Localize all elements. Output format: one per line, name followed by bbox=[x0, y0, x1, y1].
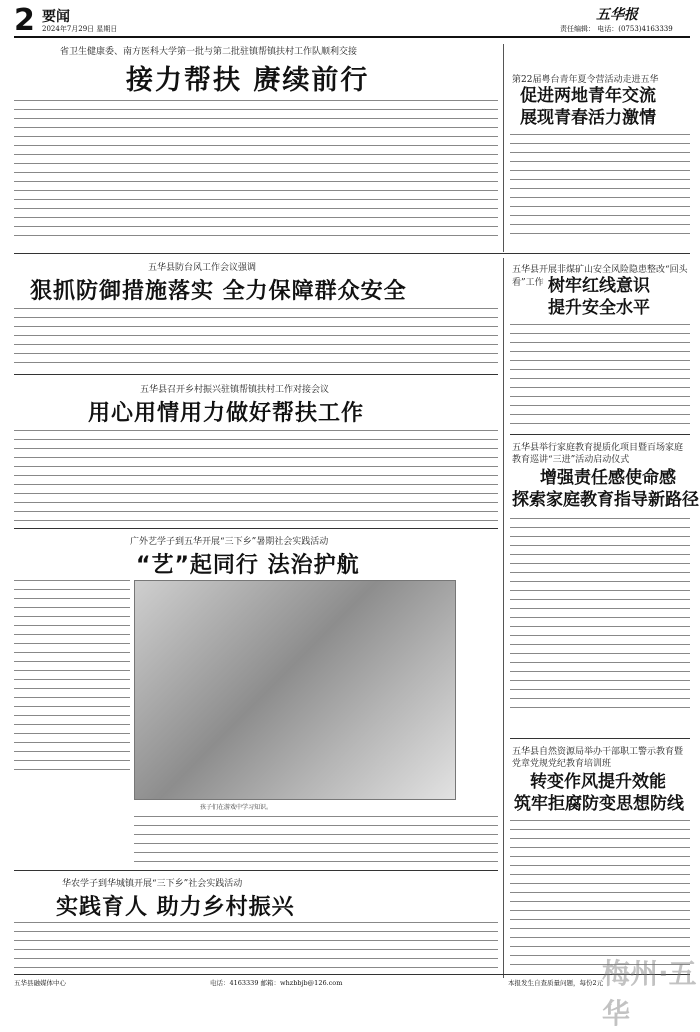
story6-title-1: 增强责任感使命感 bbox=[540, 468, 676, 488]
lead-kicker: 省卫生健康委、南方医科大学第一批与第二批驻镇帮镇扶村工作队顺利交接 bbox=[60, 47, 358, 57]
photo-caption: 孩子们在游戏中学习知识。 bbox=[200, 804, 273, 811]
story9-title: 实践育人 助力乡村振兴 bbox=[56, 895, 295, 920]
story3-body bbox=[14, 306, 498, 370]
lead-title: 接力帮扶 赓续前行 bbox=[126, 65, 370, 96]
row-rule bbox=[14, 374, 498, 375]
story4-body bbox=[510, 322, 690, 430]
story7-body-bottom bbox=[134, 814, 498, 866]
story5-title: 用心用情用力做好帮扶工作 bbox=[88, 401, 365, 426]
story8-kicker: 五华县自然资源局举办干部职工警示教育暨党章党规党纪教育培训班 bbox=[512, 747, 684, 769]
newspaper-brand: 五华报 bbox=[596, 7, 638, 23]
story6-body bbox=[510, 516, 690, 734]
story6-title-2: 探索家庭教育指导新路径 bbox=[512, 490, 699, 510]
row-rule bbox=[510, 434, 690, 435]
story5-kicker: 五华县召开乡村振兴驻镇帮镇扶村工作对接会议 bbox=[140, 385, 330, 395]
footer-center: 电话：4163339 邮箱：whzbbjb@126.com bbox=[210, 979, 343, 987]
column-divider bbox=[503, 258, 504, 978]
story4-kicker: 五华县开展非煤矿山安全风险隐患整改“回头看”工作 bbox=[512, 265, 688, 288]
story3-title: 狠抓防御措施落实 全力保障群众安全 bbox=[30, 279, 407, 304]
date-line: 2024年7月29日 星期日 bbox=[42, 25, 118, 33]
story7-title: “艺”起同行 法治护航 bbox=[136, 553, 360, 578]
story8-title-2: 筑牢拒腐防变思想防线 bbox=[514, 794, 684, 814]
story2-title-1: 促进两地青年交流 bbox=[520, 86, 656, 106]
story8-title-1: 转变作风提升效能 bbox=[530, 772, 666, 792]
footer-right: 本报发生自查质量问题，每份2元 bbox=[508, 979, 604, 987]
story5-body bbox=[14, 428, 498, 522]
story7-body-left bbox=[14, 578, 130, 804]
story4-title-2: 提升安全水平 bbox=[548, 298, 650, 318]
story9-body bbox=[14, 920, 498, 970]
row-rule bbox=[14, 253, 690, 254]
page-number: 2 bbox=[14, 3, 35, 38]
footer-rule bbox=[14, 974, 690, 975]
header-rule bbox=[14, 36, 690, 38]
lead-body bbox=[14, 98, 498, 242]
section-name: 要闻 bbox=[42, 9, 70, 25]
story9-kicker: 华农学子到华城镇开展“三下乡”社会实践活动 bbox=[62, 879, 243, 889]
story6-kicker: 五华县举行家庭教育提质化项目暨百场家庭教育巡讲“三进”活动启动仪式 bbox=[512, 443, 684, 465]
row-rule bbox=[14, 870, 498, 871]
row-rule bbox=[14, 528, 498, 529]
watermark: 梅州·五华 bbox=[602, 957, 697, 1030]
story2-title-2: 展现青春活力激情 bbox=[520, 108, 656, 128]
story2-body bbox=[510, 132, 690, 242]
story2-kicker: 第22届粤台青年夏令营活动走进五华 bbox=[512, 75, 659, 85]
students-photo bbox=[134, 580, 456, 800]
row-rule bbox=[510, 738, 690, 739]
contact-meta: 责任编辑： 电话：(0753)4163339 bbox=[560, 25, 673, 33]
story8-body bbox=[510, 818, 690, 970]
column-divider bbox=[503, 44, 504, 252]
footer-left: 五华县融媒体中心 bbox=[14, 979, 66, 987]
story7-kicker: 广外艺学子到五华开展“三下乡”暑期社会实践活动 bbox=[130, 537, 329, 547]
story3-kicker: 五华县防台风工作会议强调 bbox=[148, 263, 257, 273]
story4-title-1: 树牢红线意识 bbox=[548, 276, 650, 296]
